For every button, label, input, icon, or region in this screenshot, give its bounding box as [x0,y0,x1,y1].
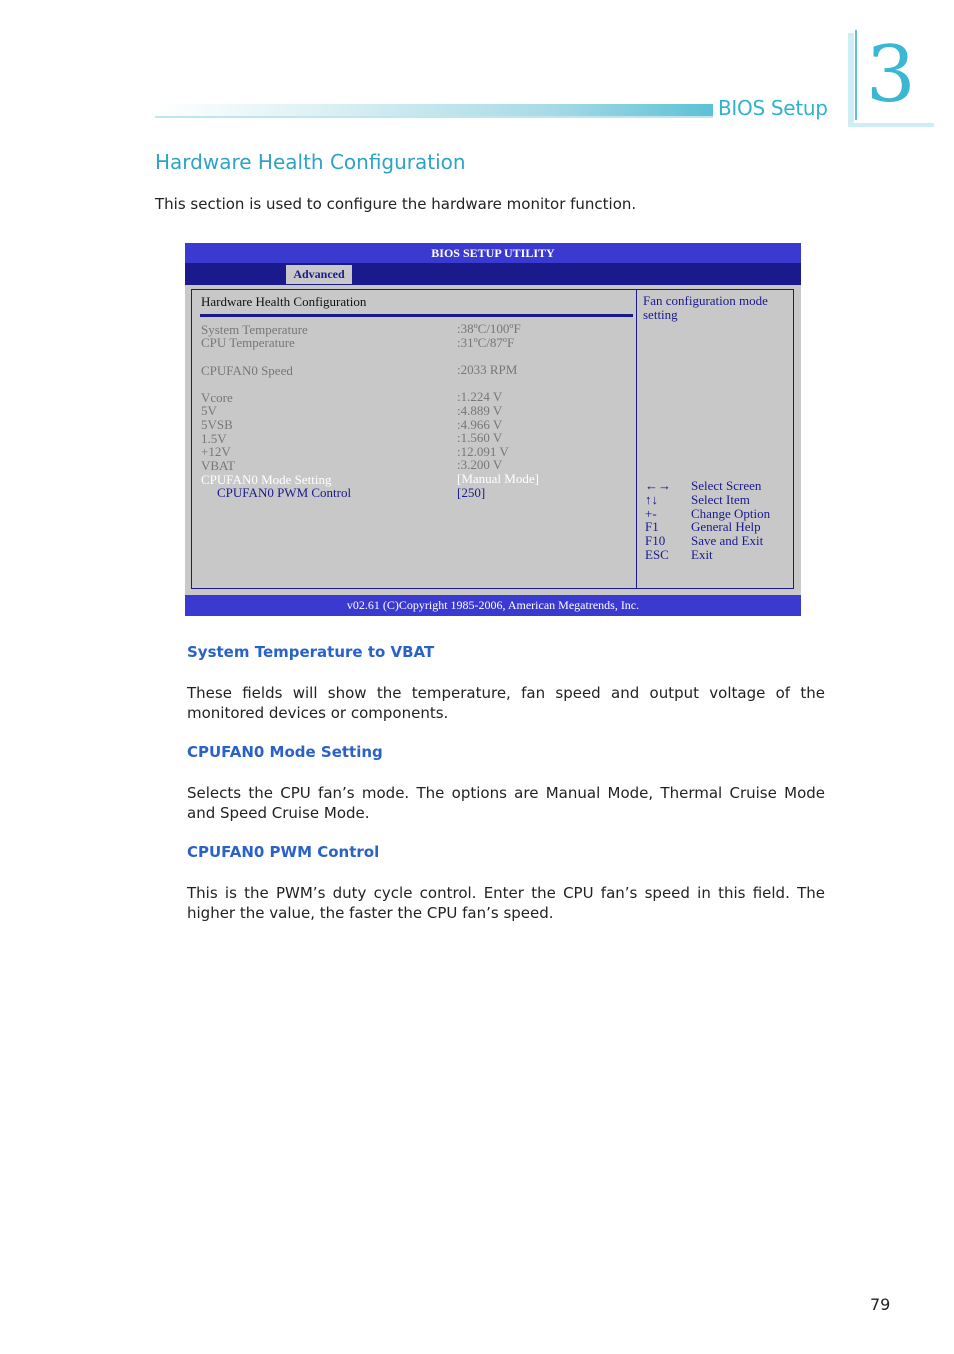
row-vcore-label: Vcore [201,390,233,405]
chapter-tab-line [855,30,857,120]
key-desc-select-screen: Select Screen [691,478,762,493]
page-number: 79 [870,1295,891,1314]
row-5vsb-value: :4.966 V [457,417,503,432]
header-rule [155,116,713,118]
bios-copyright-footer: v02.61 (C)Copyright 1985-2006, American Megatrends, Inc. [185,595,801,616]
row-vbat-label: VBAT [201,458,235,473]
row-12v-label: +12V [201,444,231,459]
row-5v-label: 5V [201,403,217,418]
row-cpufan0-mode-label[interactable]: CPUFAN0 Mode Setting [201,472,332,487]
bios-screen [185,243,801,616]
bios-divider [636,289,637,589]
row-cpufan0-pwm-value[interactable]: [250] [457,485,486,500]
chapter-number: 3 [866,30,916,120]
bios-heading-rule [200,314,633,317]
section-title: Hardware Health Configuration [155,150,466,174]
section-heading-cpufan0-pwm: CPUFAN0 PWM Control [187,843,380,861]
key-plus-minus: +- [645,506,657,521]
key-desc-exit: Exit [691,547,713,562]
row-cpufan0-speed-label: CPUFAN0 Speed [201,363,293,378]
section-heading-cpufan0-mode: CPUFAN0 Mode Setting [187,743,383,761]
section-heading-system-temperature: System Temperature to VBAT [187,643,435,661]
bios-panel-heading: Hardware Health Configuration [201,294,367,309]
row-cpu-temperature-label: CPU Temperature [201,335,295,350]
row-system-temperature-value: :38ºC/100ºF [457,321,521,336]
row-1-5v-value: :1.560 V [457,430,503,445]
key-desc-save-exit: Save and Exit [691,533,764,548]
row-vcore-value: :1.224 V [457,389,503,404]
row-system-temperature-label: System Temperature [201,322,308,337]
key-f10: F10 [645,533,666,548]
bios-help-text: Fan configuration mode setting [643,293,768,322]
section-body-system-temperature: These fields will show the temperature, fan speed and output voltage of the monitored devices or components. [187,684,825,722]
tab-advanced[interactable]: Advanced [286,265,352,284]
row-cpufan0-speed-value: :2033 RPM [457,362,518,377]
row-vbat-value: :3.200 V [457,457,503,472]
row-5v-value: :4.889 V [457,403,503,418]
key-desc-general-help: General Help [691,519,761,534]
row-5vsb-label: 5VSB [201,417,233,432]
arrow-left-right-icon: ←→ [645,478,671,493]
key-desc-select-item: Select Item [691,492,750,507]
arrow-up-down-icon: ↑↓ [645,492,658,507]
row-12v-value: :12.091 V [457,444,509,459]
key-esc: ESC [645,547,669,562]
row-cpufan0-pwm-label[interactable]: CPUFAN0 PWM Control [217,485,352,500]
key-f1: F1 [645,519,659,534]
intro-text: This section is used to configure the hardware monitor function. [155,195,637,213]
section-body-cpufan0-mode: Selects the CPU fan’s mode. The options are Manual Mode, Thermal Cruise Mode and Speed Cruise Mode. [187,784,825,822]
row-cpufan0-mode-value[interactable]: [Manual Mode] [457,471,539,486]
row-cpu-temperature-value: :31ºC/87ºF [457,335,515,350]
chapter-title: BIOS Setup [718,96,828,120]
section-body-cpufan0-pwm: This is the PWM’s duty cycle control. Enter the CPU fan’s speed in this field. The higher the value, the faster the CPU fan’s speed. [187,884,825,922]
row-1-5v-label: 1.5V [201,431,227,446]
key-desc-change-option: Change Option [691,506,771,521]
bios-title-bar: BIOS SETUP UTILITY [185,243,801,263]
bios-tab-bar [185,263,801,285]
